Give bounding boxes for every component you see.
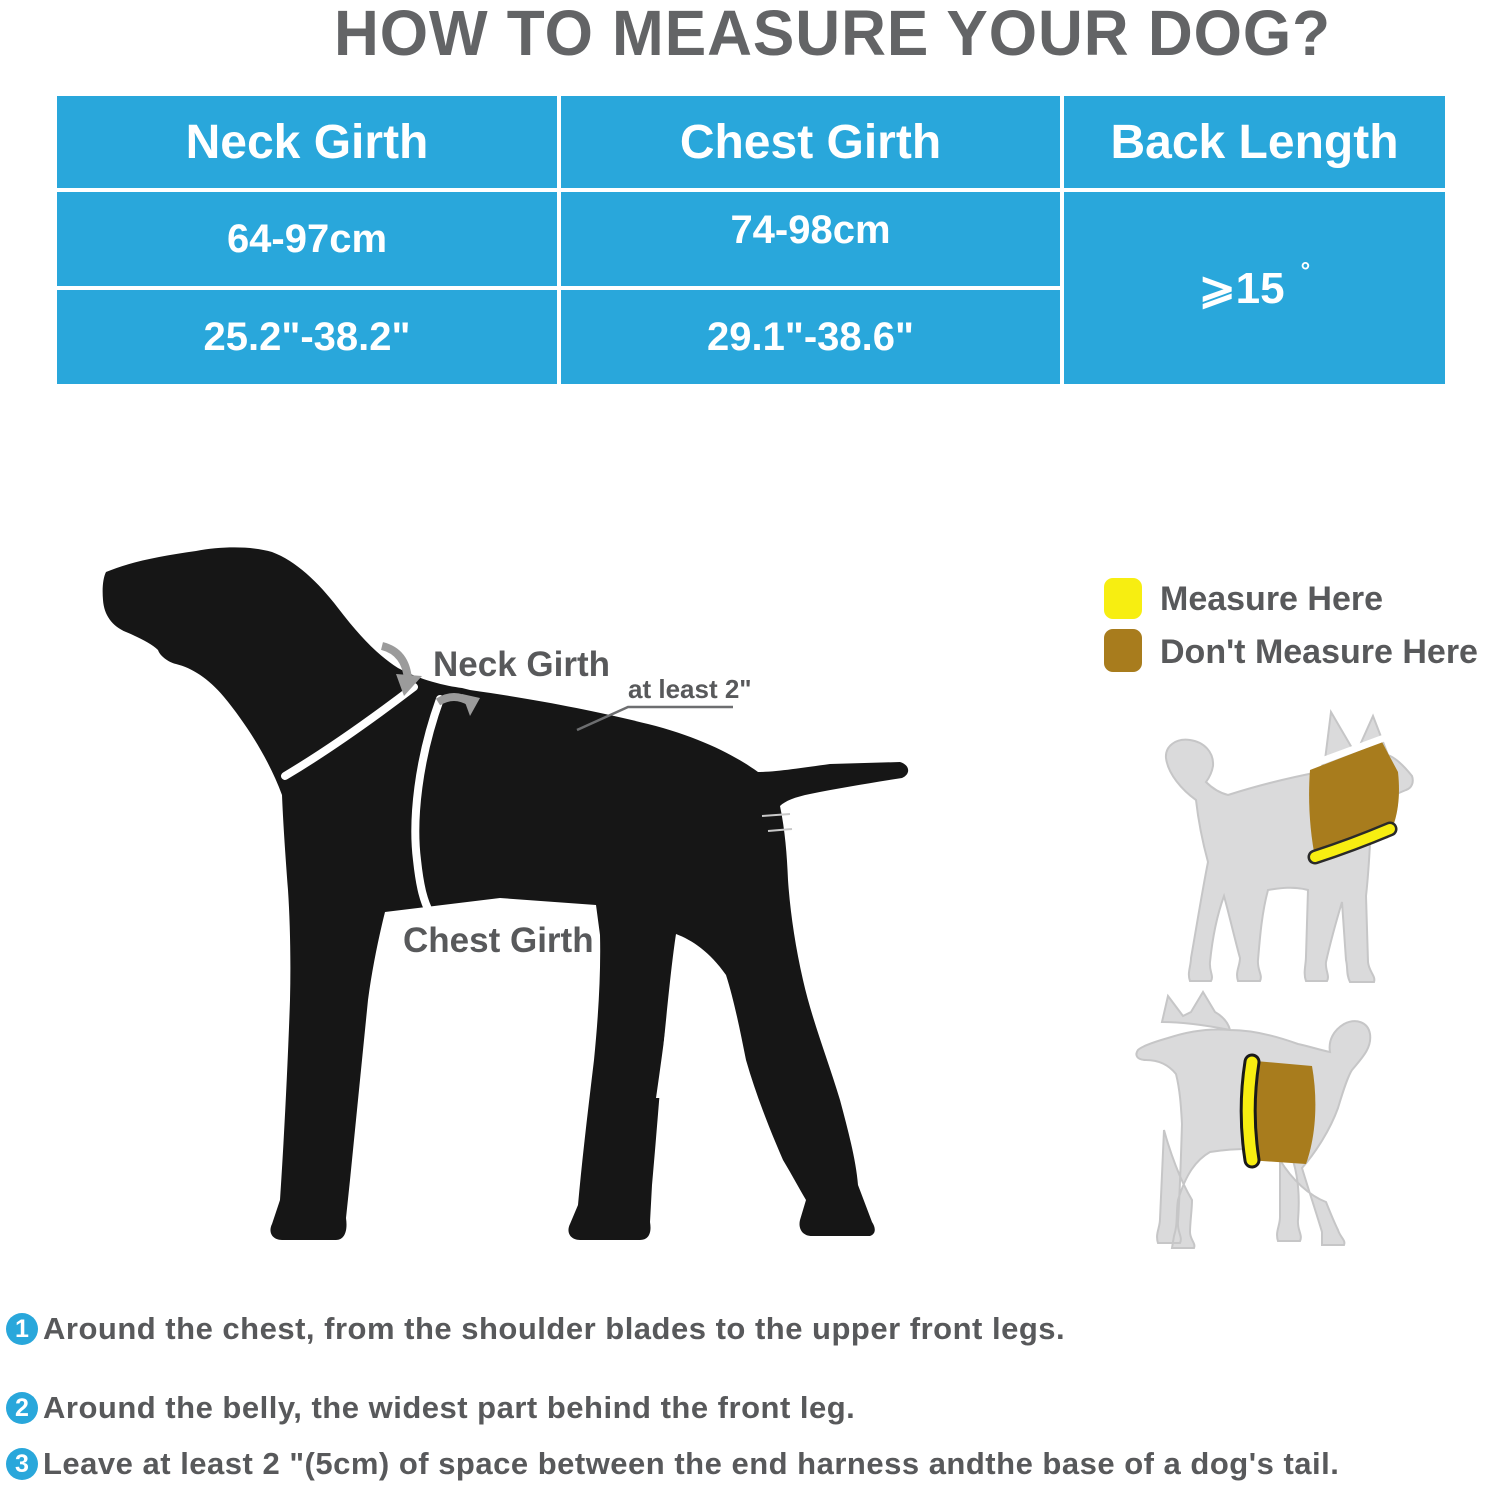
- step-1-text: Around the chest, from the shoulder blades to the upper front legs.: [43, 1311, 1066, 1346]
- measure-here-swatch: [1104, 578, 1142, 619]
- degree-symbol: °: [1300, 258, 1311, 285]
- dont-measure-here-swatch: [1104, 629, 1142, 672]
- step-3-badge: 3: [6, 1448, 38, 1480]
- step-3-text: Leave at least 2 "(5cm) of space between the end harness andthe base of a dog's tail.: [43, 1446, 1340, 1481]
- instruction-row: [6, 1446, 1486, 1482]
- neck-girth-diagram-label: Neck Girth: [433, 645, 610, 684]
- neck-girth-cm: 64-97cm: [57, 192, 557, 286]
- col-header-chest-girth: Chest Girth: [561, 96, 1060, 188]
- small-dog-belly-example: [1136, 992, 1370, 1248]
- dont-measure-here-label: Don't Measure Here: [1160, 633, 1478, 671]
- page-title: HOW TO MEASURE YOUR DOG?: [333, 0, 1332, 69]
- chest-girth-inch: 29.1"-38.6": [561, 290, 1060, 384]
- step-1-badge: 1: [6, 1313, 38, 1345]
- step-2-badge: 2: [6, 1392, 38, 1424]
- clearance-note-label: at least 2": [628, 674, 752, 704]
- col-header-back-length: Back Length: [1064, 96, 1445, 188]
- chest-girth-diagram-label: Chest Girth: [403, 921, 594, 960]
- small-dog-neck-example: [1166, 712, 1413, 982]
- col-header-neck-girth: Neck Girth: [57, 96, 557, 188]
- neck-girth-inch: 25.2"-38.2": [57, 290, 557, 384]
- step-2-text: Around the belly, the widest part behind the front leg.: [43, 1390, 856, 1425]
- measure-here-label: Measure Here: [1160, 580, 1384, 618]
- instruction-row: [6, 1311, 1486, 1347]
- instruction-row: [6, 1390, 1486, 1426]
- chest-girth-cm: 74-98cm: [561, 192, 1060, 286]
- back-length-number: ⩾15: [1198, 263, 1285, 313]
